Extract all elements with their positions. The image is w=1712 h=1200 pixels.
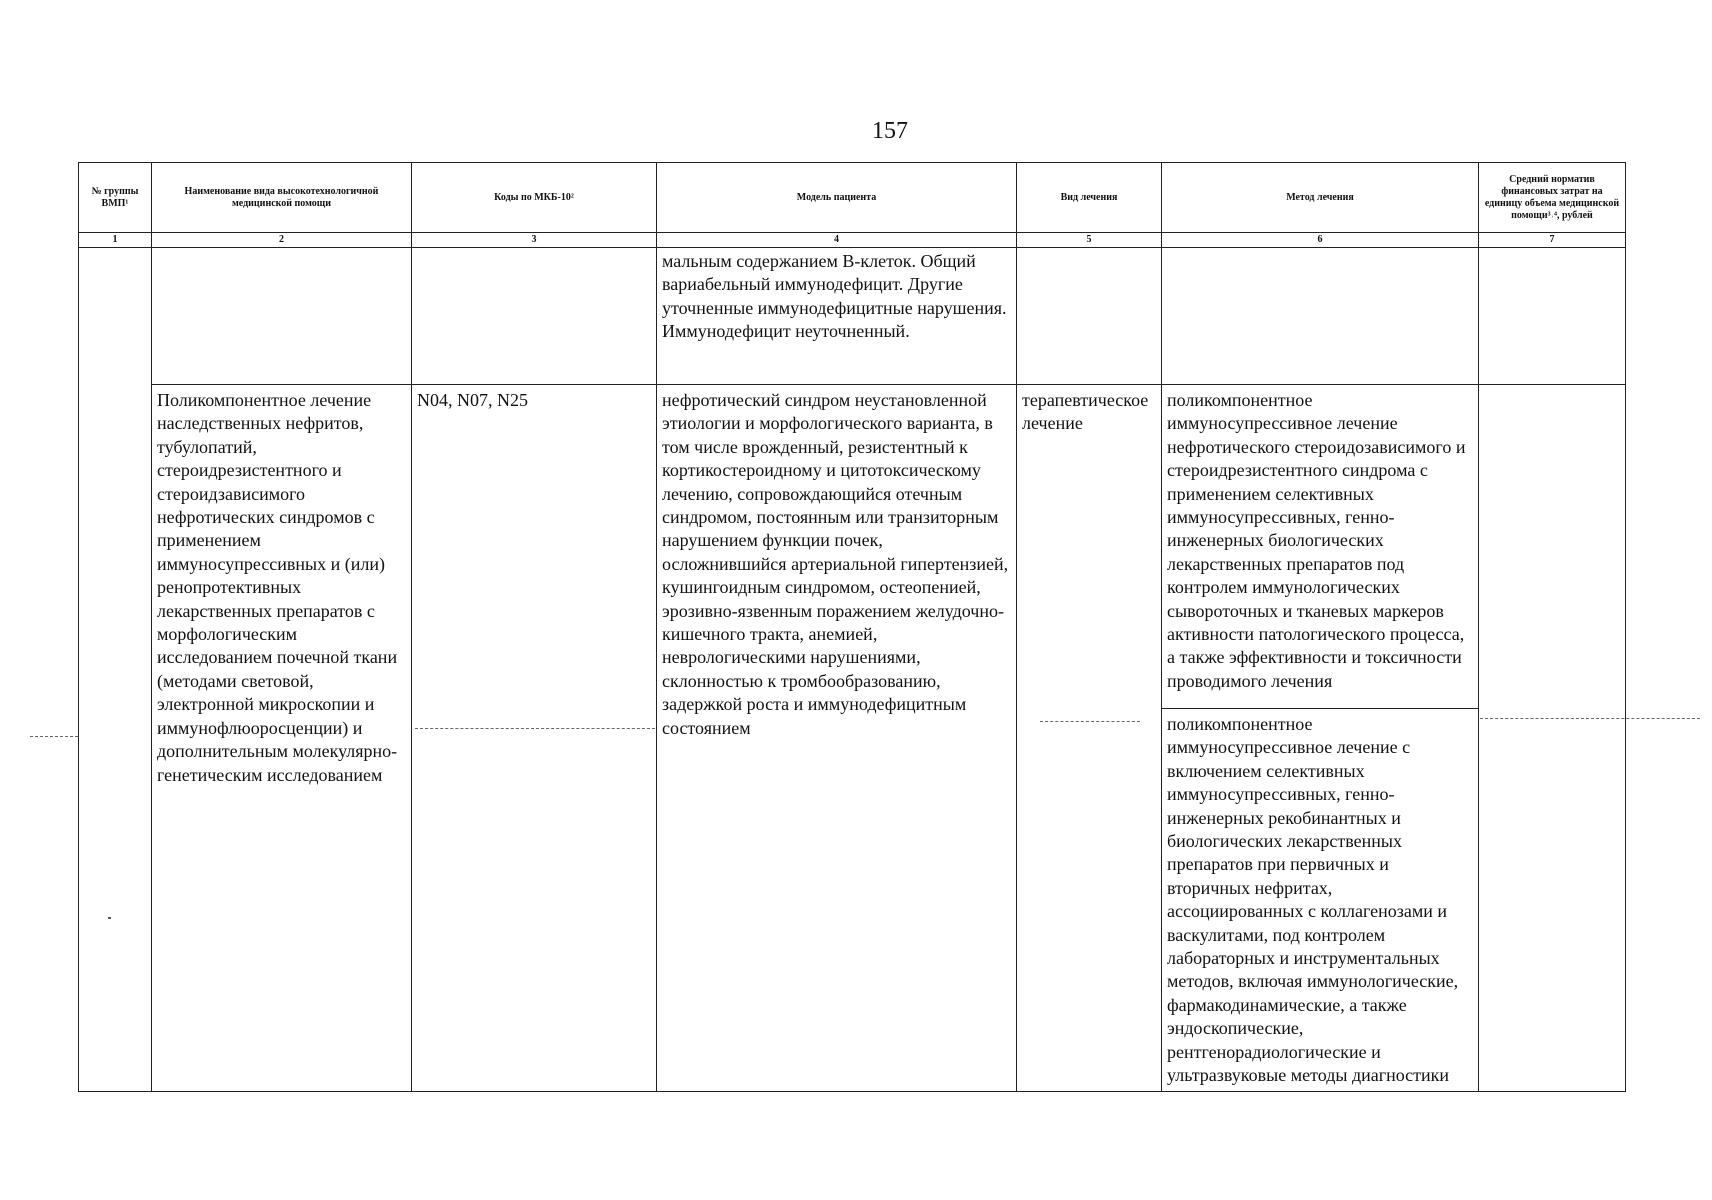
header-type: Вид лечения — [1017, 163, 1162, 233]
continuation-method-cell — [1162, 248, 1479, 385]
continuation-model-cell — [657, 248, 1017, 385]
scan-fold-mark — [1040, 721, 1140, 722]
column-number: 3 — [412, 233, 657, 248]
continuation-type-cell — [1017, 248, 1162, 385]
header-method: Метод лечения — [1162, 163, 1479, 233]
treatment-method-text-2: поликомпонентное иммуносупрессивное лечение с включением селективных иммуносупрессивных, генно-инженерных рекобинантных и биологических лекарственных препаратов при первичных и вторичных нефритах, ассоциированных с коллагенозами и васкулитами, под контролем лабораторных и инструментальных методов, включая иммунологические, фармакодинамические, а также эндоскопические, рентгенорадиологические и ультразвуковые методы диагностики — [1167, 714, 1459, 1086]
continuation-codes-cell — [412, 248, 657, 385]
cost-cell — [1479, 385, 1626, 1092]
column-number-row — [79, 233, 1626, 248]
scan-speck — [108, 917, 111, 919]
column-number: 5 — [1017, 233, 1162, 248]
column-number: 1 — [79, 233, 152, 248]
header-group: № группы ВМП¹ — [79, 163, 152, 233]
patient-model-cell — [657, 385, 1017, 1092]
treatment-method-cell — [1162, 385, 1479, 1092]
patient-model-text: нефротический синдром неустановленной этиологии и морфологического варианта, в том числе врожденный, резистентный к кортикостероидному и цитотоксическому лечению, сопровождающийся отечным синдромом, постоянным или транзиторным нарушением функции почек, осложнившийся артериальной гипертензией, кушингоидным синдромом, остеопенией, эрозивно-язвенным поражением желудочно-кишечного тракта, анемией, неврологическими нарушениями, склонностью к тромбообразованию, задержкой роста и иммунодефицитным состоянием — [662, 390, 1009, 738]
group-number-cell — [79, 248, 152, 1092]
column-number: 2 — [152, 233, 412, 248]
page-number: 157 — [872, 118, 908, 144]
scan-fold-mark — [30, 736, 78, 737]
header-row — [79, 163, 1626, 233]
header-cost: Средний норматив финансовых затрат на единицу объема медицинской помощи³˒⁴, рублей — [1479, 163, 1626, 233]
scan-fold-mark — [1480, 718, 1700, 719]
treatment-method-block-2 — [1162, 709, 1478, 1091]
scan-fold-mark — [415, 728, 655, 729]
medical-care-table — [78, 162, 1626, 1092]
column-number: 6 — [1162, 233, 1479, 248]
codes-cell — [412, 385, 657, 1092]
codes-text: N04, N07, N25 — [417, 390, 528, 410]
column-number: 4 — [657, 233, 1017, 248]
care-name-cell — [152, 385, 412, 1092]
header-model: Модель пациента — [657, 163, 1017, 233]
column-number: 7 — [1479, 233, 1626, 248]
treatment-method-text-1: поликомпонентное иммуносупрессивное лечение нефротического стероидозависимого и стероидрезистентного синдрома с применением селективных иммуносупрессивных, генно-инженерных биологических лекарственных препаратов под контролем иммунологических сывороточных и тканевых маркеров активности патологического процесса, а также эффективности и токсичности проводимого лечения — [1167, 390, 1466, 691]
header-name: Наименование вида высокотехнологичной медицинской помощи — [152, 163, 412, 233]
treatment-method-split — [1162, 385, 1478, 1091]
care-name-text: Поликомпонентное лечение наследственных нефритов, тубулопатий, стероидрезистентного и стероидзависимого нефротических синдромов с применением иммуносупрессивных и (или) ренопротективных лекарственных препаратов с морфологическим исследованием почечной ткани (методами световой, электронной микроскопии и иммунофлюоросценции) и дополнительным молекулярно-генетическим исследованием — [157, 390, 398, 785]
treatment-method-block-1 — [1162, 385, 1478, 709]
table-row — [79, 385, 1626, 1092]
continuation-row — [79, 248, 1626, 385]
continuation-cost-cell — [1479, 248, 1626, 385]
treatment-type-cell — [1017, 385, 1162, 1092]
continuation-name-cell — [152, 248, 412, 385]
treatment-type-text: терапевтическое лечение — [1022, 390, 1149, 434]
continuation-model-text: мальным содержанием В-клеток. Общий вариабельный иммунодефицит. Другие уточненные иммунодефицитные нарушения. Иммунодефицит неуточненный. — [662, 251, 1007, 342]
header-codes: Коды по МКБ-10² — [412, 163, 657, 233]
